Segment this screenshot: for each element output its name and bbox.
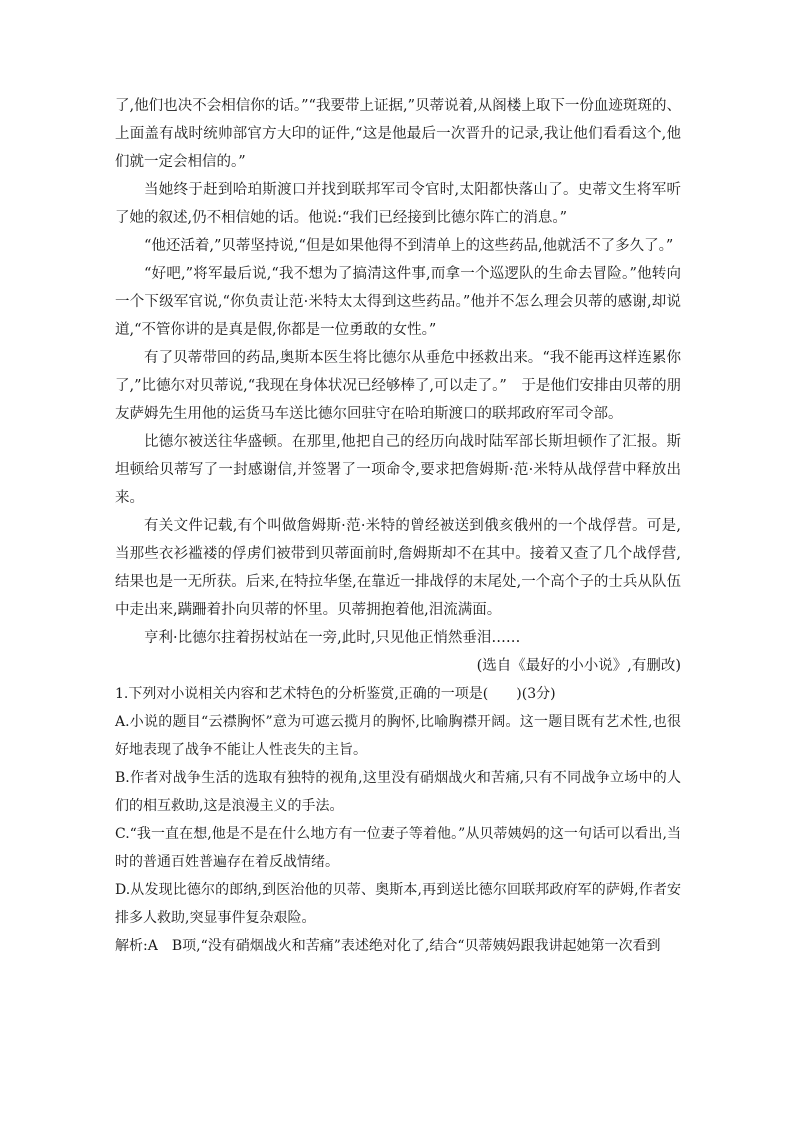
option-c: C.“我一直在想,他是不是在什么地方有一位妻子等着他。”从贝蒂姨妈的这一句话可以看出,当时的普通百姓普遍存在着反战情绪。 [115, 826, 681, 870]
source-citation: (选自《最好的小小说》,有删改) [476, 658, 681, 674]
option-a: A.小说的题目“云襟胸怀”意为可遮云揽月的胸怀,比喻胸襟开阔。这一题目既有艺术性,也很好地表现了战争不能让人性丧失的主旨。 [115, 714, 681, 758]
document-content [115, 92, 681, 960]
story-paragraph-1: 了,他们也决不会相信你的话。”“我要带上证据,”贝蒂说着,从阁楼上取下一份血迹斑斑的、上面盖有战时统帅部官方大印的证件,“这是他最后一次晋升的记录,我让他们看看这个,他们就一定会相信的。” [115, 98, 681, 170]
question-stem: 1.下列对小说相关内容和艺术特色的分析鉴赏,正确的一项是( )(3分) [115, 686, 556, 702]
story-paragraph-2: 当她终于赶到哈珀斯渡口并找到联邦军司令官时,太阳都快落山了。史蒂文生将军听了她的叙述,仍不相信她的话。他说:“我们已经接到比德尔阵亡的消息。” [115, 182, 681, 226]
story-paragraph-8: 亨利·比德尔拄着拐杖站在一旁,此时,只见他正悄然垂泪…… [144, 630, 521, 646]
story-paragraph-4: “好吧,”将军最后说,“我不想为了搞清这件事,而拿一个巡逻队的生命去冒险。”他转向一个下级军官说,“你负责让范·米特太太得到这些药品。”他并不怎么理会贝蒂的感谢,却说道,“不管你讲的是真是假,你都是一位勇敢的女性。” [115, 266, 681, 338]
story-paragraph-3: “他还活着,”贝蒂坚持说,“但是如果他得不到清单上的这些药品,他就活不了多久了。” [144, 238, 674, 254]
answer-analysis: 解析:A B项,“没有硝烟战火和苦痛”表述绝对化了,结合“贝蒂姨妈跟我讲起她第一次看到 [115, 938, 661, 954]
option-b: B.作者对战争生活的选取有独特的视角,这里没有硝烟战火和苦痛,只有不同战争立场中的人们的相互救助,这是浪漫主义的手法。 [115, 770, 681, 814]
story-paragraph-6: 比德尔被送往华盛顿。在那里,他把自己的经历向战时陆军部长斯坦顿作了汇报。斯坦顿给贝蒂写了一封感谢信,并签署了一项命令,要求把詹姆斯·范·米特从战俘营中释放出来。 [115, 434, 681, 506]
option-d: D.从发现比德尔的郎纳,到医治他的贝蒂、奥斯本,再到送比德尔回联邦政府军的萨姆,作者安排多人救助,突显事件复杂艰险。 [115, 882, 681, 926]
story-paragraph-5: 有了贝蒂带回的药品,奥斯本医生将比德尔从垂危中拯救出来。“我不能再这样连累你了,”比德尔对贝蒂说,“我现在身体状况已经够棒了,可以走了。” 于是他们安排由贝蒂的朋友萨姆先生用他的运货马车送比德尔回驻守在哈珀斯渡口的联邦政府军司令部。 [115, 350, 681, 422]
story-paragraph-7: 有关文件记载,有个叫做詹姆斯·范·米特的曾经被送到俄亥俄州的一个战俘营。可是,当那些衣衫褴褛的俘虏们被带到贝蒂面前时,詹姆斯却不在其中。接着又查了几个战俘营,结果也是一无所获。后来,在特拉华堡,在靠近一排战俘的末尾处,一个高个子的士兵从队伍中走出来,蹒跚着扑向贝蒂的怀里。贝蒂拥抱着他,泪流满面。 [115, 518, 681, 618]
